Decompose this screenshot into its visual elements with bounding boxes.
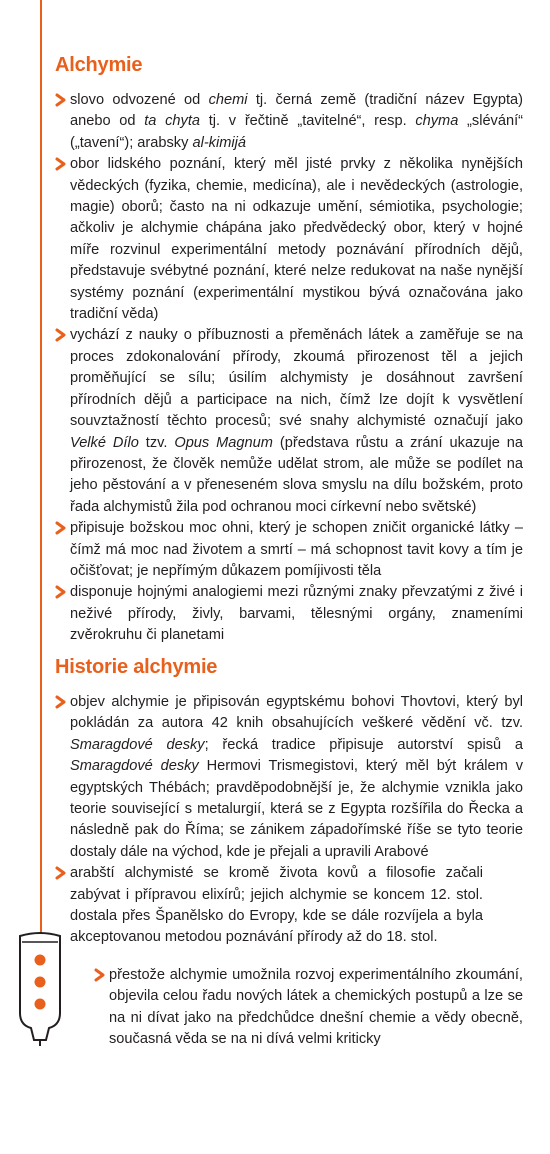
alchymie-list <box>55 90 523 647</box>
arrow-bullet-icon <box>55 866 67 880</box>
text-run: vychází z nauky o příbuznosti a přeměnách látek a zaměřuje se na proces zdokonalování přírody, zkoumá přirozenost těl a jejich proměňující se sílu; úsilím alchymisty je dosáhnout završení přírodních dějů a participace na nich, čímž lze dojít k vysvětlení souvztažností těchto procesů; své snahy alchymisté označují jako <box>70 327 523 430</box>
text-run: arabští alchymisté se kromě života kovů a filosofie začali zabývat i přípravou elixírů; jejich alchymie se koncem 12. stol. dostala přes Španělsko do Evropy, kde se dále rozvíjela a byla akceptovanou metodou poznávání přírody až do 18. stol. <box>70 865 483 946</box>
italic-term: ta chyta <box>144 113 201 130</box>
arrow-bullet-icon <box>55 328 67 342</box>
text-run: tj. v řečtině „tavitelné“, resp. <box>200 113 416 130</box>
text-run: ; řecká tradice připisuje autorství spisů a <box>204 736 523 753</box>
section-title-historie: Historie alchymie <box>55 656 218 678</box>
text-run: disponuje hojnými analogiemi mezi různými znaky převzatými z živé i neživé přírody, živly, barvami, tělesnými orgány, znameními zvěrokruhu či planetami <box>70 584 523 644</box>
italic-term: Smaragdové desky <box>70 758 199 775</box>
list-item <box>94 965 523 1051</box>
list-item <box>55 154 523 325</box>
text-run: připisuje božskou moc ohni, který je schopen zničit organické látky – čímž má moc nad životem a smrtí – má schopnost tavit kovy a tím je očišťovat; je nepřímým důkazem pomíjivosti těla <box>70 520 523 579</box>
arrow-bullet-icon <box>55 93 67 107</box>
text-run: obor lidského poznání, který měl jisté prvky z několika nynějších vědeckých (fyzika, chemie, medicína), ale i nevědeckých (astrologie, magie) oborů; často na ni odkazuje umění, sémiotika, psychologie; ačkoliv je alchymie chápána jako předvědecký obor, který v hojné míře rozvinul experimentální metody poznávání přírodních dějů, představuje svébytné poznání, které nelze redukovat na naše nynější systémy poznání (experimentální mystikou bývá označována jako tradiční věda) <box>70 156 523 323</box>
list-item <box>55 90 523 154</box>
list-item <box>55 863 523 949</box>
text-run: objev alchymie je připisován egyptskému bohovi Thovtovi, který byl pokládán za autora 42 knih obsahujících veškeré vědění vč. tzv. <box>70 694 523 732</box>
arrow-bullet-icon <box>55 157 67 171</box>
arrow-bullet-icon <box>55 585 67 599</box>
section-title-alchymie: Alchymie <box>55 54 143 76</box>
arrow-bullet-icon <box>55 695 67 709</box>
text-run: „slévání“ („tavení“); arabsky <box>70 113 524 151</box>
arrow-bullet-icon <box>94 968 106 982</box>
text-run: tj. černá země (tradiční název Egypta) anebo od <box>70 92 524 130</box>
text-run: tzv. <box>138 434 175 451</box>
traffic-light-device-icon <box>15 928 65 1048</box>
italic-term: chyma <box>415 113 459 130</box>
text-run: Hermovi Trismegistovi, který měl být králem v egyptských Thébách; pravděpodobnější je, že alchymie vznikla jako teorie související s metalurgií, která se z Egypta rozšířila do Řecka a následně pak do Říma; se zánikem západořímské říše se tyto teorie dostaly dále na východ, kde je přejali a upravili Arabové <box>70 758 523 860</box>
text-run: (představa růstu a zrání ukazuje na přirozenost, že člověk nemůže udělat strom, ale může se podílet na jeho pěstování a v přeneseném slova smyslu na dílu božském, proto řada alchymistů žila pod ochranou moci církevní nebo světské) <box>70 434 523 515</box>
list-item <box>55 518 523 582</box>
text-run: přestože alchymie umožnila rozvoj experimentálního zkoumání, objevila celou řadu nových látek a chemických postupů a lze se na ni dívat jako na předchůdce dnešní chemie a vědy obecně, současná věda se na ni dívá velmi kriticky <box>109 967 523 1048</box>
list-item <box>55 582 523 646</box>
italic-term: al-kimijá <box>192 134 246 151</box>
arrow-bullet-icon <box>55 521 67 535</box>
historie-list-indented <box>94 965 523 1051</box>
italic-term: Velké Dílo <box>70 434 139 451</box>
list-item <box>55 692 523 863</box>
historie-list <box>55 692 523 949</box>
italic-term: Smaragdové desky <box>70 736 205 753</box>
margin-line <box>40 0 42 935</box>
italic-term: Opus Magnum <box>174 434 273 451</box>
list-item <box>55 325 523 518</box>
italic-term: chemi <box>208 92 248 108</box>
text-run: slovo odvozené od <box>70 92 209 108</box>
